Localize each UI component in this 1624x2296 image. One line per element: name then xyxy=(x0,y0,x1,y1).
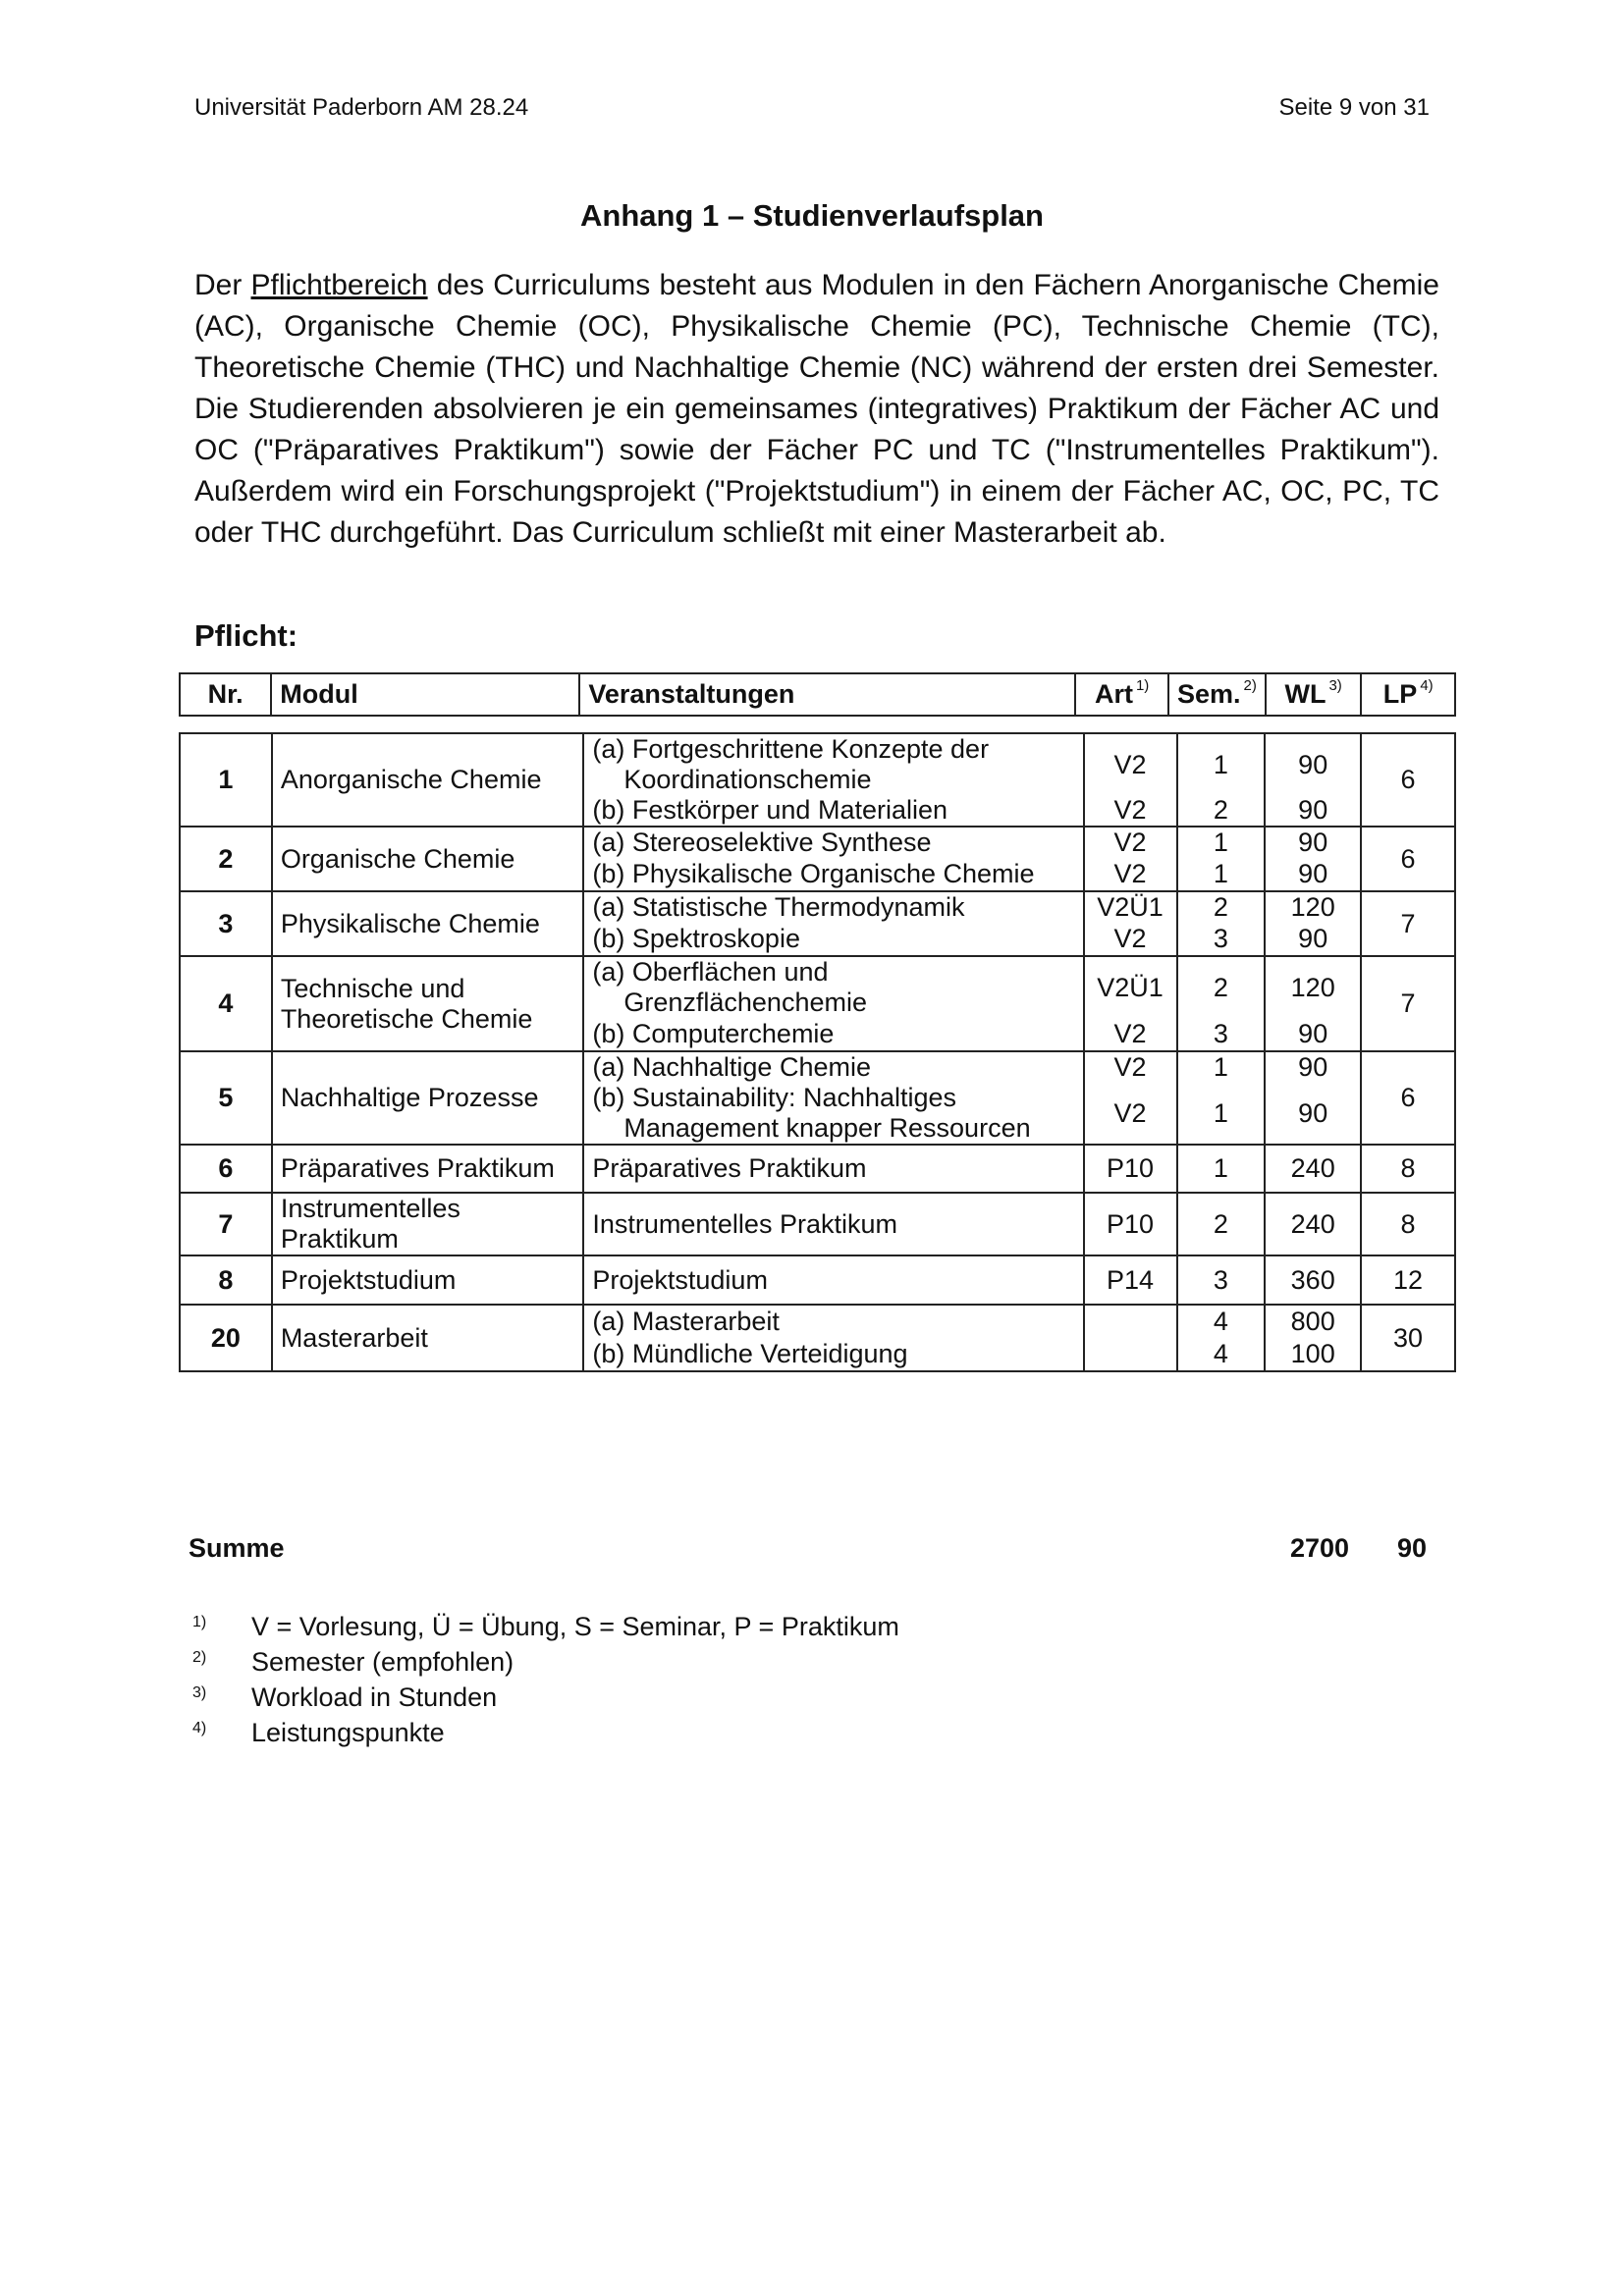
table-row xyxy=(180,827,1455,858)
veranstaltung: Instrumentelles Praktikum xyxy=(583,1193,1083,1255)
cell-wl: 90 xyxy=(1265,733,1361,795)
header-nr: Nr. xyxy=(180,673,271,716)
cell-lp: 12 xyxy=(1361,1255,1455,1305)
cell-sem: 2 xyxy=(1177,795,1266,827)
cell-sem: 4 xyxy=(1177,1305,1266,1338)
module-number: 6 xyxy=(180,1145,272,1193)
cell-wl: 240 xyxy=(1265,1145,1361,1193)
cell-wl: 90 xyxy=(1265,827,1361,858)
veranstaltung: (b) Spektroskopie xyxy=(583,923,1083,956)
table-header xyxy=(179,672,1456,717)
cell-wl: 120 xyxy=(1265,956,1361,1018)
veranstaltung: (a) Stereoselektive Synthese xyxy=(583,827,1083,858)
footnote: 4) Leistungspunkte xyxy=(192,1718,445,1747)
cell-lp: 8 xyxy=(1361,1145,1455,1193)
cell-sem: 2 xyxy=(1177,956,1266,1018)
veranstaltung: (a) Fortgeschrittene Konzepte der Koordinationschemie xyxy=(583,733,1083,795)
module-number: 7 xyxy=(180,1193,272,1255)
module-name: Präparatives Praktikum xyxy=(272,1145,584,1193)
intro-paragraph: Der Pflichtbereich des Curriculums besteht aus Modulen in den Fächern Anorganische Chemie (AC), Organische Chemie (OC), Physikalische Chemie (PC), Technische Chemie (TC), Theoretische Chemie (THC) und Nachhaltige Chemie (NC) während der ersten drei Semester. Die Studierenden absolvieren je ein gemeinsames (integratives) Praktikum der Fächer AC und OC ("Präparatives Praktikum") sowie der Fächer PC und TC ("Instrumentelles Praktikum"). Außerdem wird ein Forschungsprojekt ("Projektstudium") in einem der Fächer AC, OC, PC, TC oder THC durchgeführt. Das Curriculum schließt mit einer Masterarbeit ab. xyxy=(194,269,1439,549)
cell-wl: 360 xyxy=(1265,1255,1361,1305)
cell-art: V2 xyxy=(1084,1018,1177,1051)
veranstaltung: (a) Oberflächen und Grenzflächenchemie xyxy=(583,956,1083,1018)
module-name: Organische Chemie xyxy=(272,827,584,891)
cell-lp: 8 xyxy=(1361,1193,1455,1255)
header-page-number: Seite 9 von 31 xyxy=(1278,94,1430,121)
cell-sem: 1 xyxy=(1177,1083,1266,1145)
section-label-pflicht: Pflicht: xyxy=(194,618,298,653)
footnote: 2) Semester (empfohlen) xyxy=(192,1647,514,1677)
cell-sem: 3 xyxy=(1177,1255,1266,1305)
cell-wl: 90 xyxy=(1265,1018,1361,1051)
cell-sem: 3 xyxy=(1177,923,1266,956)
cell-art: V2 xyxy=(1084,923,1177,956)
veranstaltung: (a) Statistische Thermodynamik xyxy=(583,891,1083,923)
cell-wl: 240 xyxy=(1265,1193,1361,1255)
table-row xyxy=(180,733,1455,795)
module-name: Nachhaltige Prozesse xyxy=(272,1051,584,1145)
module-name: Physikalische Chemie xyxy=(272,891,584,956)
module-number: 8 xyxy=(180,1255,272,1305)
cell-art: V2 xyxy=(1084,733,1177,795)
summe-lp: 90 xyxy=(1396,1533,1428,1563)
module-number: 5 xyxy=(180,1051,272,1145)
cell-lp: 7 xyxy=(1361,891,1455,956)
veranstaltung: (b) Mündliche Verteidigung xyxy=(583,1338,1083,1371)
cell-art: V2 xyxy=(1084,1051,1177,1083)
cell-art: V2 xyxy=(1084,827,1177,858)
cell-art: P10 xyxy=(1084,1145,1177,1193)
cell-sem: 2 xyxy=(1177,1193,1266,1255)
cell-lp: 6 xyxy=(1361,733,1455,827)
veranstaltung: (b) Physikalische Organische Chemie xyxy=(583,858,1083,891)
veranstaltung: Präparatives Praktikum xyxy=(583,1145,1083,1193)
cell-sem: 4 xyxy=(1177,1338,1266,1371)
cell-wl: 90 xyxy=(1265,923,1361,956)
module-number: 3 xyxy=(180,891,272,956)
veranstaltung: (b) Computerchemie xyxy=(583,1018,1083,1051)
table-row xyxy=(180,1255,1455,1305)
module-name: Anorganische Chemie xyxy=(272,733,584,827)
cell-lp: 6 xyxy=(1361,1051,1455,1145)
cell-sem: 3 xyxy=(1177,1018,1266,1051)
veranstaltung: (b) Sustainability: Nachhaltiges Management knapper Ressourcen xyxy=(583,1083,1083,1145)
cell-sem: 1 xyxy=(1177,858,1266,891)
veranstaltung: Projektstudium xyxy=(583,1255,1083,1305)
summe-label: Summe xyxy=(189,1533,285,1563)
header-sem: Sem. $^{2)}$ xyxy=(1168,673,1266,716)
module-number: 2 xyxy=(180,827,272,891)
cell-wl: 90 xyxy=(1265,795,1361,827)
cell-art xyxy=(1084,1338,1177,1371)
cell-lp: 7 xyxy=(1361,956,1455,1051)
cell-art: P10 xyxy=(1084,1193,1177,1255)
pflichtbereich-underlined: Pflichtbereich xyxy=(250,269,428,301)
cell-art xyxy=(1084,1305,1177,1338)
table-row xyxy=(180,956,1455,1018)
cell-lp: 6 xyxy=(1361,827,1455,891)
header-veranstaltungen: Veranstaltungen xyxy=(579,673,1075,716)
header-modul: Modul xyxy=(271,673,579,716)
cell-art: V2Ü1 xyxy=(1084,891,1177,923)
table-row xyxy=(180,891,1455,923)
cell-sem: 1 xyxy=(1177,827,1266,858)
table-row xyxy=(180,1193,1455,1255)
footnote: 1) V = Vorlesung, Ü = Übung, S = Seminar, P = Praktikum xyxy=(192,1612,899,1641)
module-number: 1 xyxy=(180,733,272,827)
header-art: Art $^{1)}$ xyxy=(1075,673,1168,716)
module-name: Technische und Theoretische Chemie xyxy=(272,956,584,1051)
header-lp: LP $^{4)}$ xyxy=(1361,673,1455,716)
table-row xyxy=(180,1051,1455,1083)
cell-wl: 100 xyxy=(1265,1338,1361,1371)
cell-wl: 90 xyxy=(1265,1051,1361,1083)
module-number: 4 xyxy=(180,956,272,1051)
cell-wl: 90 xyxy=(1265,1083,1361,1145)
module-number: 20 xyxy=(180,1305,272,1371)
cell-wl: 800 xyxy=(1265,1305,1361,1338)
cell-sem: 1 xyxy=(1177,1051,1266,1083)
module-table xyxy=(179,732,1456,1372)
footnote: 3) Workload in Stunden xyxy=(192,1682,498,1712)
cell-art: V2 xyxy=(1084,1083,1177,1145)
page-title: Anhang 1 – Studienverlaufsplan xyxy=(580,198,1044,233)
veranstaltung: (b) Festkörper und Materialien xyxy=(583,795,1083,827)
cell-lp: 30 xyxy=(1361,1305,1455,1371)
cell-sem: 1 xyxy=(1177,1145,1266,1193)
module-name: Masterarbeit xyxy=(272,1305,584,1371)
cell-sem: 2 xyxy=(1177,891,1266,923)
veranstaltung: (a) Nachhaltige Chemie xyxy=(583,1051,1083,1083)
cell-art: V2 xyxy=(1084,795,1177,827)
cell-art: P14 xyxy=(1084,1255,1177,1305)
header-left: Universität Paderborn AM 28.24 xyxy=(194,94,529,121)
module-name: Instrumentelles Praktikum xyxy=(272,1193,584,1255)
cell-art: V2 xyxy=(1084,858,1177,891)
cell-wl: 90 xyxy=(1265,858,1361,891)
table-row xyxy=(180,1305,1455,1338)
veranstaltung: (a) Masterarbeit xyxy=(583,1305,1083,1338)
cell-art: V2Ü1 xyxy=(1084,956,1177,1018)
cell-wl: 120 xyxy=(1265,891,1361,923)
summe-wl: 2700 xyxy=(1289,1533,1350,1563)
header-wl: WL $^{3)}$ xyxy=(1266,673,1362,716)
cell-sem: 1 xyxy=(1177,733,1266,795)
module-name: Projektstudium xyxy=(272,1255,584,1305)
table-row xyxy=(180,1145,1455,1193)
